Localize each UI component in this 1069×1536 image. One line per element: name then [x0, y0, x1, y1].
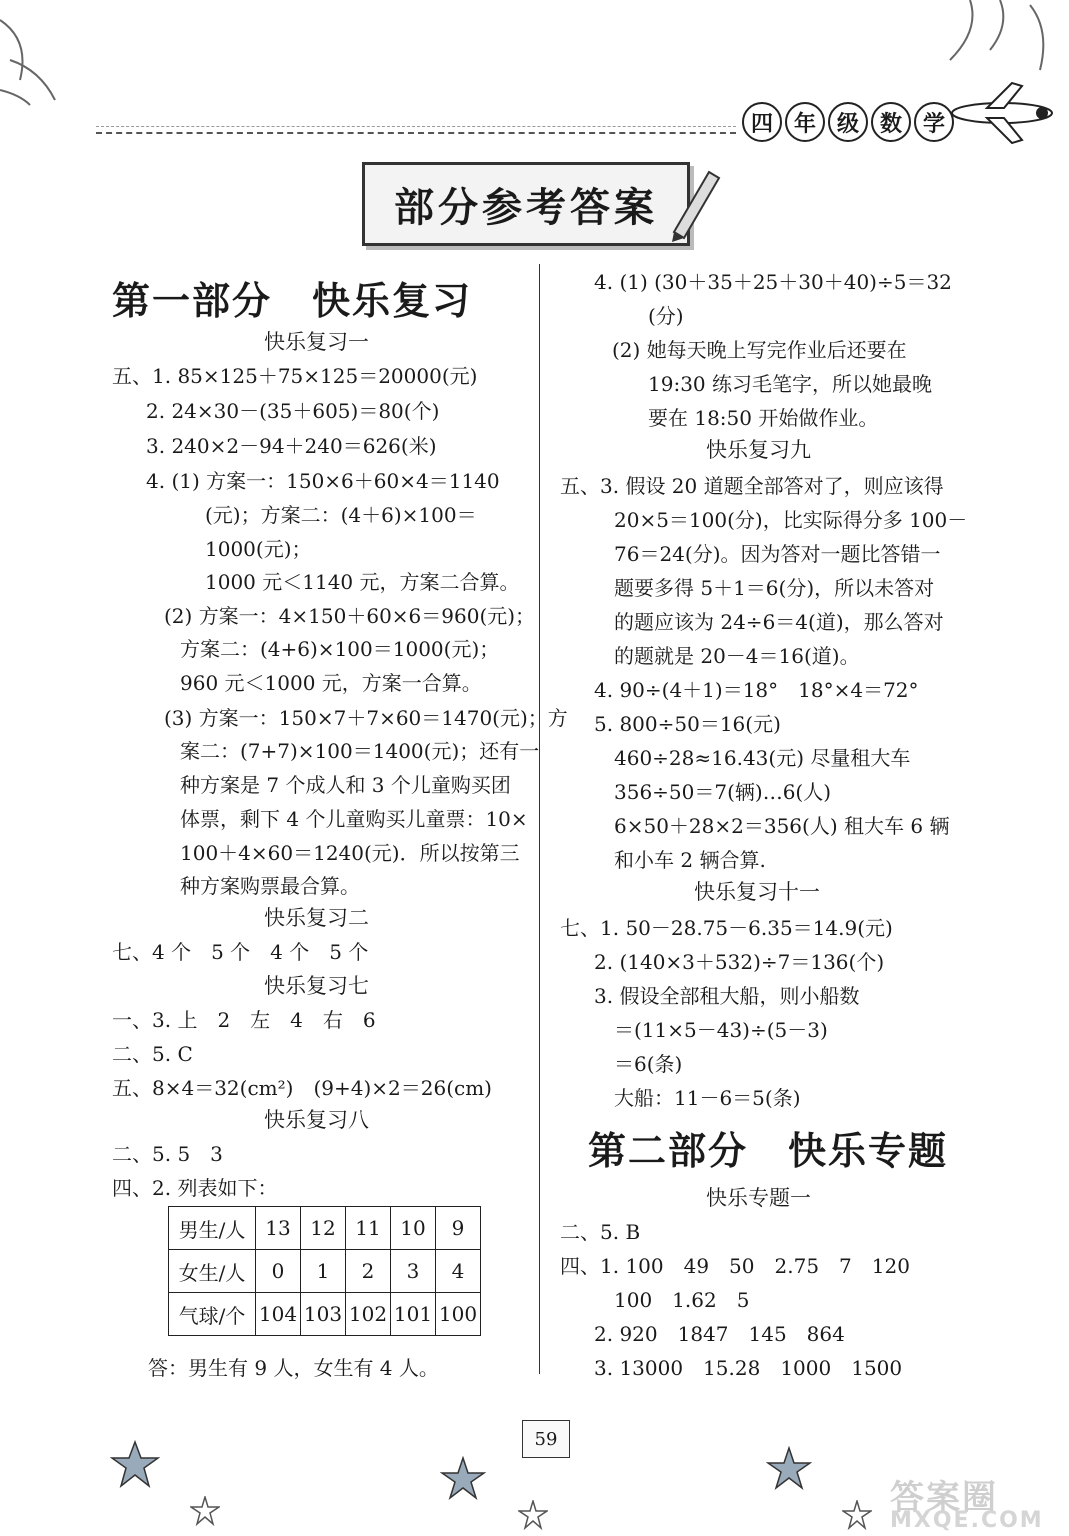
answer-line: (2) 方案一：4×150＋60×6＝960(元)； — [164, 604, 536, 628]
answer-line: (3) 方案一：150×7＋7×60＝1470(元)；方 — [164, 706, 568, 730]
answer-line: 二、5. B — [560, 1220, 641, 1244]
answer-line: 要在 18:50 开始做作业。 — [648, 406, 879, 430]
page-title: 部分参考答案 — [394, 184, 658, 231]
answer-line: 和小车 2 辆合算. — [614, 848, 766, 872]
table-row — [169, 1293, 481, 1336]
section-heading: 快乐复习十一 — [694, 880, 820, 904]
section-heading: 快乐复习二 — [264, 906, 369, 930]
answer-line: 题要多得 5＋1＝6(分)，所以未答对 — [614, 576, 935, 600]
table-cell: 102 — [346, 1293, 391, 1336]
answer-line: 356÷50＝7(辆)…6(人) — [614, 780, 832, 804]
table-cell: 2 — [346, 1250, 391, 1293]
answer-line: 100＋4×60＝1240(元)．所以按第三 — [180, 841, 520, 865]
table-cell: 10 — [391, 1207, 436, 1250]
page-title-box — [362, 162, 690, 246]
part2-title: 第二部分 快乐专题 — [588, 1129, 949, 1173]
answer-line: 案二：(7+7)×100＝1400(元)；还有一 — [180, 739, 540, 763]
table-cell: 3 — [391, 1250, 436, 1293]
part1-title: 第一部分 快乐复习 — [112, 279, 473, 323]
answer-line: 体票，剩下 4 个儿童购买儿童票：10× — [180, 807, 528, 831]
answer-line: 19:30 练习毛笔字，所以她最晚 — [648, 372, 932, 396]
answer-line: 四、2. 列表如下： — [112, 1176, 278, 1200]
answer-line: 460÷28≈16.43(元) 尽量租大车 — [614, 746, 911, 770]
answer-line: 1000(元)； — [205, 537, 312, 561]
answer-line: ＝(11×5－43)÷(5－3) — [614, 1018, 828, 1042]
grade-char: 年 — [785, 102, 825, 142]
answer-line: (元)；方案二：(4＋6)×100＝ — [205, 503, 477, 527]
answer-line: 的题应该为 24÷6＝4(道)，那么答对 — [614, 610, 944, 634]
branch-decoration-right — [940, 0, 1069, 80]
answer-line: 答：男生有 9 人，女生有 4 人。 — [148, 1356, 439, 1380]
header-dash-line-thin — [96, 126, 736, 127]
star-icon — [518, 1500, 548, 1530]
answer-line: 4. 90÷(4＋1)＝18° 18°×4＝72° — [594, 678, 919, 702]
star-icon — [440, 1456, 486, 1502]
star-icon — [766, 1446, 812, 1492]
answer-line: 七、1. 50－28.75－6.35＝14.9(元) — [560, 916, 893, 940]
answer-line: 七、4 个 5 个 4 个 5 个 — [112, 940, 369, 964]
answer-line: 4. (1) (30＋35＋25＋30＋40)÷5＝32 — [594, 270, 952, 294]
grade-char: 学 — [914, 102, 954, 142]
answer-line: 100 1.62 5 — [614, 1288, 750, 1312]
table-cell: 103 — [301, 1293, 346, 1336]
answer-line: 种方案是 7 个成人和 3 个儿童购买团 — [180, 773, 511, 797]
section-heading: 快乐复习九 — [706, 438, 811, 462]
table-cell: 13 — [256, 1207, 301, 1250]
table-header-cell: 女生/人 — [169, 1250, 256, 1293]
answer-line: 20×5＝100(分)，比实际得分多 100－ — [614, 508, 968, 532]
answer-line: 2. (140×3＋532)÷7＝136(个) — [594, 950, 885, 974]
answer-line: 大船：11－6＝5(条) — [614, 1086, 801, 1110]
table-cell: 100 — [436, 1293, 481, 1336]
answer-table — [168, 1206, 481, 1336]
table-row — [169, 1250, 481, 1293]
table-cell: 12 — [301, 1207, 346, 1250]
answer-line: 3. 假设全部租大船，则小船数 — [594, 984, 860, 1008]
star-icon — [190, 1496, 220, 1526]
answer-line: (2) 她每天晚上写完作业后还要在 — [612, 338, 907, 362]
table-header-cell: 男生/人 — [169, 1207, 256, 1250]
section-heading: 快乐复习一 — [264, 330, 369, 354]
answer-line: 一、3. 上 2 左 4 右 6 — [112, 1008, 376, 1032]
column-divider — [539, 264, 540, 1374]
grade-subject-badge — [742, 102, 954, 142]
pencil-icon — [664, 162, 724, 242]
grade-char: 级 — [828, 102, 868, 142]
answer-line: 2. 24×30－(35＋605)＝80(个) — [146, 399, 440, 423]
star-icon — [842, 1500, 872, 1530]
page-number: 59 — [522, 1420, 570, 1458]
table-row — [169, 1207, 481, 1250]
table-cell: 11 — [346, 1207, 391, 1250]
answer-line: 四、1. 100 49 50 2.75 7 120 — [560, 1254, 910, 1278]
table-header-cell: 气球/个 — [169, 1293, 256, 1336]
answer-line: 3. 240×2－94＋240＝626(米) — [146, 434, 437, 458]
answer-line: 二、5. 5 3 — [112, 1142, 223, 1166]
table-cell: 104 — [256, 1293, 301, 1336]
answer-line: 的题就是 20－4＝16(道)。 — [614, 644, 860, 668]
answer-line: 方案二：(4+6)×100＝1000(元)； — [180, 637, 500, 661]
table-cell: 4 — [436, 1250, 481, 1293]
table-cell: 101 — [391, 1293, 436, 1336]
answer-line: 76＝24(分)。因为答对一题比答错一 — [614, 542, 941, 566]
answer-line: 1000 元＜1140 元，方案二合算。 — [205, 570, 520, 594]
answer-line: 二、5. C — [112, 1042, 193, 1066]
answer-line: (分) — [648, 304, 684, 328]
answer-line: 种方案购票最合算。 — [180, 874, 360, 898]
branch-decoration-left — [0, 0, 70, 110]
answer-line: 五、8×4＝32(cm²) (9+4)×2＝26(cm) — [112, 1076, 492, 1100]
table-cell: 1 — [301, 1250, 346, 1293]
section-heading: 快乐专题一 — [706, 1186, 811, 1210]
answer-line: 五、3. 假设 20 道题全部答对了，则应该得 — [560, 474, 944, 498]
section-heading: 快乐复习七 — [264, 974, 369, 998]
answer-line: 3. 13000 15.28 1000 1500 — [594, 1356, 903, 1380]
answer-line: 五、1. 85×125＋75×125＝20000(元) — [112, 364, 478, 388]
watermark-logo: 答案圈 — [890, 1478, 998, 1518]
answer-line: 6×50＋28×2＝356(人) 租大车 6 辆 — [614, 814, 950, 838]
answer-line: 5. 800÷50＝16(元) — [594, 712, 781, 736]
airplane-icon — [942, 78, 1062, 148]
grade-char: 数 — [871, 102, 911, 142]
section-heading: 快乐复习八 — [264, 1108, 369, 1132]
star-icon — [110, 1440, 160, 1490]
watermark-url: MXQE.COM — [890, 1508, 1044, 1533]
answer-line: 4. (1) 方案一：150×6＋60×4＝1140 — [146, 469, 500, 493]
grade-char: 四 — [742, 102, 782, 142]
table-cell: 0 — [256, 1250, 301, 1293]
answer-line: 960 元＜1000 元，方案一合算。 — [180, 671, 482, 695]
answer-line: 2. 920 1847 145 864 — [594, 1322, 845, 1346]
header-dash-line — [96, 132, 736, 134]
answer-line: ＝6(条) — [614, 1052, 683, 1076]
table-cell: 9 — [436, 1207, 481, 1250]
